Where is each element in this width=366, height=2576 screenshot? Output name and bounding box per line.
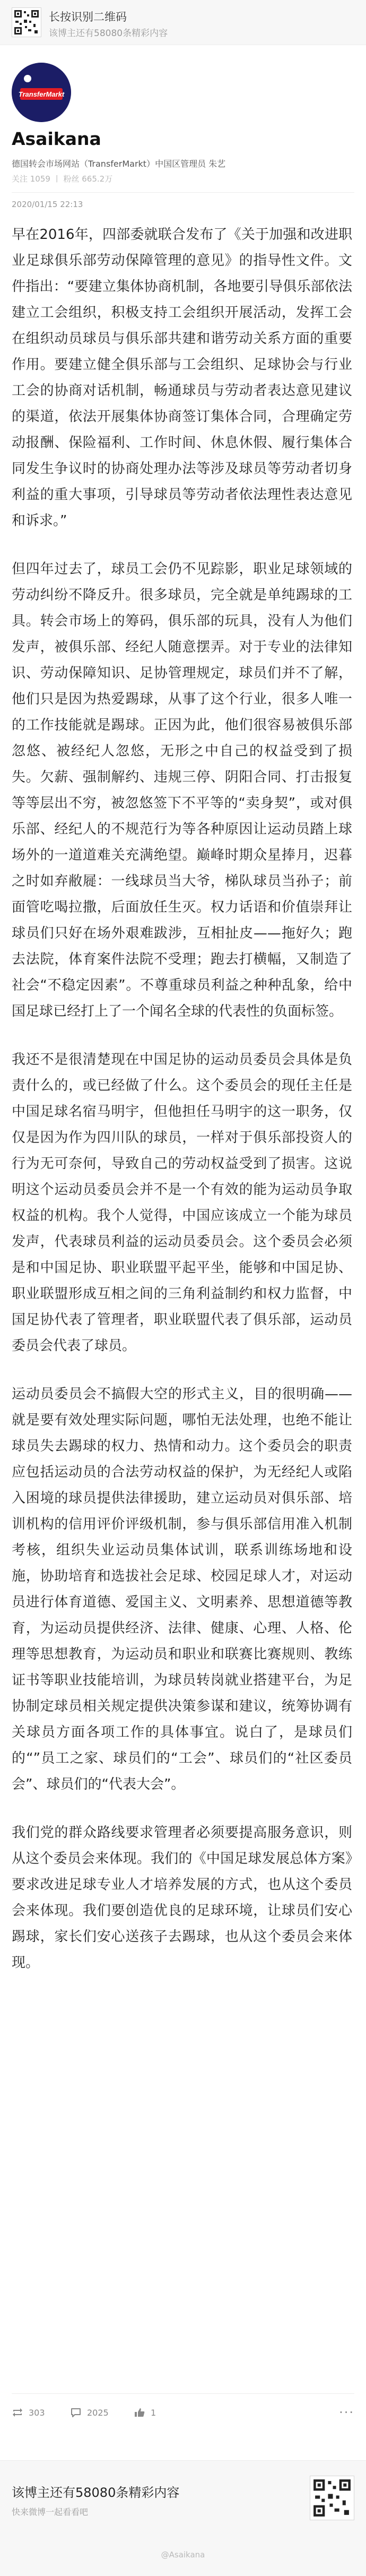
repost-icon [12,2407,23,2418]
author-verification: 德国转会市场网站（TransferMarkt）中国区管理员 朱艺 [12,159,226,169]
post-paragraph: 我还不是很清楚现在中国足协的运动员委员会具体是负责什么的，或已经做了什么。这个委员会的现任主任是中国足球名宿马明宇，但他担任马明宇的这一职务，仅仅是因为作为四川队的球员，一样对于俱乐部投资人的行为无可奈何，导致自己的劳动权益受到了损害。这说明这个运动员委员会并不是一个有效的能为运动员争取权益的机构。我个人觉得，中国应该成立一个能为球员发声，代表球员利益的运动员委员会。这个委员会必须是和中国足协、职业联盟平起平坐，能够和中国足协、职业联盟形成互相之间的三角利益制约和权力监督，中国足协代表了管理者，职业联盟代表了俱乐部，运动员委员会代表了球员。 [12,1052,352,1354]
transfermarkt-logo-icon [12,63,71,122]
footer-banner [0,2460,366,2576]
more-options-icon[interactable]: ··· [339,2405,354,2420]
post-time: 2020/01/15 22:13 [12,200,83,209]
repost-count: 303 [29,2407,45,2418]
thumbs-up-icon [134,2407,145,2418]
action-bar [12,2404,354,2425]
repost-button[interactable] [12,2407,45,2418]
avatar-logo-text: TransferMarkt [18,90,65,98]
avatar[interactable] [12,63,71,122]
qr-code-icon [12,8,41,37]
comment-count: 2025 [87,2407,109,2418]
author-stats: 关注 1059 丨 粉丝 665.2万 [12,174,113,184]
comment-icon [70,2407,82,2418]
post-paragraph: 运动员委员会不搞假大空的形式主义，目的很明确——就是要有效处理实际问题，哪怕无法处理，也绝不能让球员失去踢球的权力、热情和动力。这个委员会的职责应包括运动员的合法劳动权益的保护，为无经纪人或陷入困境的球员提供法律援助，建立运动员对俱乐部、培训机构的信用评价评级机制，参与俱乐部信用准入机制考核，组织失业运动员集体试训，联系训练场地和设施，协助培育和选拔社会足球、校园足球人才，对运动员进行体育道德、爱国主义、文明素养、思想道德等教育，为运动员提供经济、法律、健康、心理、人格、伦理等思想教育，为运动员和职业和联赛比赛规则、教练证书等职业技能培训，为球员转岗就业搭建平台，为足协制定球员相关规定提供决策参谋和建议，统筹协调有关球员方面各项工作的具体事宜。说白了，是球员们的“”员工之家、球员们的“工会”、球员们的“社区委员会”、球员们的“代表大会”。 [12,1386,352,1792]
qr-title: 长按识别二维码 [49,11,127,23]
footer-qr-code[interactable] [310,2476,354,2520]
post-paragraph: 但四年过去了，球员工会仍不见踪影，职业足球领域的劳动纠纷不降反升。很多球员，完全就是单纯踢球的工具。转会市场上的筹码，俱乐部的玩具，没有人为他们发声，被俱乐部、经纪人随意摆弄。对于专业的法律知识、劳动保障知识、足协管理规定，球员们并不了解，他们只是因为热爱踢球，从事了这个行业，很多人唯一的工作技能就是踢球。正因为此，他们很容易被俱乐部忽悠、被经纪人忽悠，无形之中自己的权益受到了损失。欠薪、强制解约、违规三停、阴阳合同、打击报复等等层出不穷，被忽悠签下不平等的“卖身契”，或对俱乐部、经纪人的不规范行为等各种原因让运动员踏上球场外的一道道难关充满绝望。巅峰时期众星捧月，迟暮之时如弃敝屣：一线球员当大爷，梯队球员当孙子；前面管吃喝拉撒，后面放任生灭。权力话语和价值崇拜让球员们只好在场外艰难跋涉，互相扯皮——拖好久；跑去法院，体育案件法院不受理；跑去打横幅，又制造了社会“不稳定因素”。不尊重球员利益之种种乱象，给中国足球已经打上了一个闻名全球的代表性的负面标签。 [12,561,352,1019]
qr-code-icon [310,2476,354,2520]
comment-button[interactable] [70,2407,109,2418]
qr-banner [0,0,366,45]
post-body [12,222,352,1998]
footer-title: 该博主还有58080条精彩内容 [12,2485,180,2500]
like-count: 1 [151,2407,156,2418]
footer-subtitle: 快来微博一起看看吧 [12,2507,89,2517]
actions-divider [12,2393,354,2394]
weibo-watermark: @Asaikana [161,2550,205,2560]
qr-code[interactable] [12,7,41,37]
qr-subtitle: 该博主还有58080条精彩内容 [49,28,168,39]
header-divider [12,192,354,193]
post-paragraph: 我们党的群众路线要求管理者必须要提高服务意识，则从这个委员会来体现。我们的《中国足球发展总体方案》要求改进足球专业人才培养发展的方式，也从这个委员会来体现。我们要创造优良的足球环境，让球员们安心踢球，家长们安心送孩子去踢球，也从这个委员会来体现。 [12,1825,352,1971]
author-name[interactable]: Asaikana [12,128,101,149]
post-paragraph: 早在2016年，四部委就联合发布了《关于加强和改进职业足球俱乐部劳动保障管理的意见》的指导性文件。文件指出：“要建立集体协商机制，各地要引导俱乐部依法建立工会组织，积极支持工会组织开展活动，发挥工会在组织动员球员与俱乐部共建和谐劳动关系方面的重要作用。要建立健全俱乐部与工会组织、足球协会与行业工会的协商对话机制，畅通球员与劳动者表达意见建议的渠道，依法开展集体协商签订集体合同，合理确定劳动报酬、保险福利、工作时间、休息休假、履行集体合同发生争议时的协商处理办法等涉及球员等劳动者切身利益的重大事项，引导球员等劳动者依法理性表达意见和诉求。” [12,227,352,529]
like-button[interactable] [134,2407,156,2418]
